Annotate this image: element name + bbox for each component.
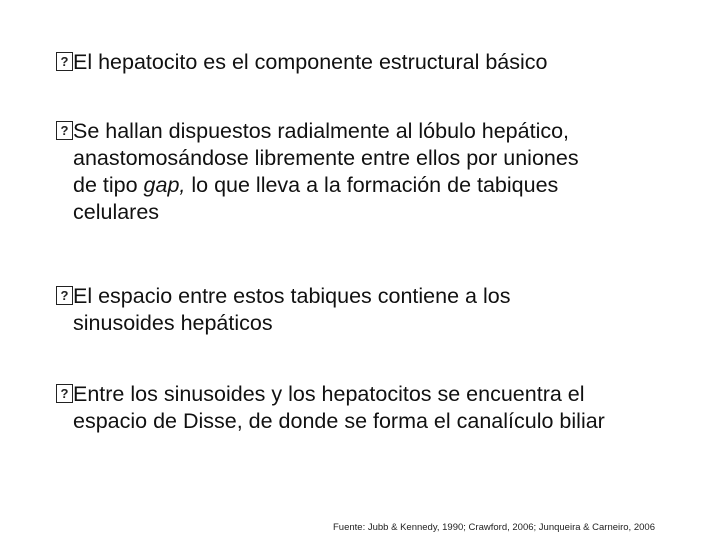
source-citation: Fuente: Jubb & Kennedy, 1990; Crawford, 2006; Junqueira & Carneiro, 2006 (333, 522, 655, 533)
bullet-text-line: sinusoides hepáticos (73, 311, 273, 335)
bullet-text-fragment: de tipo (73, 173, 144, 197)
bullet-espacio (56, 283, 696, 337)
bullet-text-line: espacio de Disse, de donde se forma el canalículo biliar (73, 409, 605, 433)
bullet-text-line: El hepatocito es el componente estructural básico (73, 50, 548, 74)
bullet-text-line: Se hallan dispuestos radialmente al lóbulo hepático, (73, 119, 570, 143)
bullet-marker-icon (56, 52, 73, 71)
bullet-text-line: Entre los sinusoides y los hepatocitos se encuentra el (73, 382, 585, 406)
bullet-text-line: celulares (73, 200, 160, 224)
bullet-text-emphasis: gap, (143, 173, 186, 197)
bullet-disse (56, 381, 696, 435)
bullet-marker-icon (56, 384, 73, 403)
bullet-marker-icon (56, 286, 73, 305)
bullet-text-line: El espacio entre estos tabiques contiene a los (73, 284, 511, 308)
bullet-text-line (56, 172, 696, 199)
bullet-marker-icon (56, 121, 73, 140)
bullet-text-fragment: lo que lleva a la formación de tabiques (185, 173, 559, 197)
bullet-disposicion (56, 118, 696, 226)
bullet-text-line: anastomosándose libremente entre ellos por uniones (73, 146, 579, 170)
bullet-hepatocito (56, 49, 696, 76)
